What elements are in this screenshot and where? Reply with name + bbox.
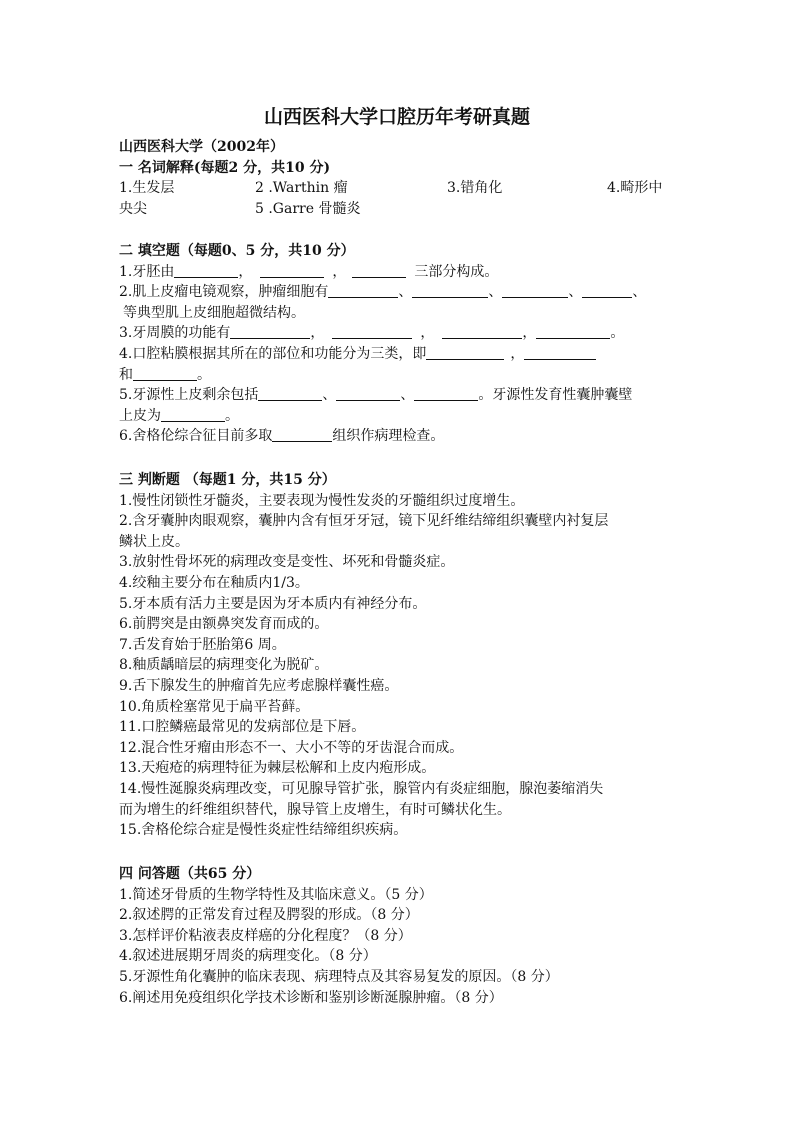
judge-line: 10.角质栓塞常见于扁平苔藓。 xyxy=(119,698,310,715)
question-text: 。牙源性发育性囊肿囊壁 xyxy=(478,387,633,404)
answer-blank xyxy=(328,283,398,298)
vocab-item: 1.生发层 xyxy=(119,180,175,197)
answer-blank xyxy=(336,386,400,401)
separator: 、 xyxy=(398,284,413,301)
separator: 、 xyxy=(400,387,415,404)
section-subtitle: 山西医科大学（2002年） xyxy=(119,139,284,155)
separator: 。 xyxy=(197,366,211,383)
section-heading-2: 二 填空题（每题0、5 分，共10 分） xyxy=(119,243,355,259)
question-text: 1.牙胚由 xyxy=(119,263,175,280)
vocab-item: 4.畸形中 xyxy=(607,180,663,197)
judge-line: 7.舌发育始于胚胎第6 周。 xyxy=(119,636,286,653)
vocab-row-1 xyxy=(119,178,675,199)
question-text: 上皮为 xyxy=(119,407,161,424)
answer-blank xyxy=(230,324,310,339)
judge-line: 14.慢性涎腺炎病理改变，可见腺导管扩张，腺管内有炎症细胞，腺泡萎缩消失 xyxy=(119,780,604,797)
fill-question-3 xyxy=(119,323,675,344)
separator: 。 xyxy=(610,325,625,342)
judge-line: 4.绞釉主要分布在釉质内1/3。 xyxy=(119,574,309,591)
section-true-false xyxy=(119,470,675,841)
fill-question-4 xyxy=(119,344,675,365)
answer-blank xyxy=(258,386,322,401)
vocab-item: 5 .Garre 骨髓炎 xyxy=(255,200,361,217)
separator: 、 xyxy=(632,284,647,301)
separator: 、 xyxy=(488,284,503,301)
judge-line: 13.天疱疮的病理特征为棘层松解和上皮内疱形成。 xyxy=(119,760,436,777)
answer-blank xyxy=(260,263,324,278)
essay-question: 5.牙源性角化囊肿的临床表现、病理特点及其容易复发的原因。（8 分） xyxy=(119,968,559,985)
judge-line: 而为增生的纤维组织替代，腺导管上皮增生，有时可鳞状化生。 xyxy=(119,801,511,818)
answer-blank xyxy=(352,263,406,278)
answer-blank xyxy=(426,345,504,360)
page-title: 山西医科大学口腔历年考研真题 xyxy=(263,106,530,128)
answer-blank xyxy=(524,345,596,360)
section-heading-3: 三 判断题 （每题1 分，共15 分） xyxy=(119,472,336,488)
question-text: ， xyxy=(238,263,253,280)
section-fill-blank xyxy=(119,241,675,447)
separator: ， xyxy=(310,325,325,342)
essay-question: 3.怎样评价粘液表皮样癌的分化程度？（8 分） xyxy=(119,927,412,944)
vocab-item: 2 .Warthin 瘤 xyxy=(255,180,348,197)
question-text: 2.肌上皮瘤电镜观察，肿瘤细胞有 xyxy=(119,284,329,301)
vocab-item: 央尖 xyxy=(119,200,147,217)
question-text: ， xyxy=(332,263,347,280)
judge-line: 鳞状上皮。 xyxy=(119,533,189,550)
separator: 、 xyxy=(322,387,337,404)
answer-blank xyxy=(536,324,610,339)
question-text: 和 xyxy=(119,366,133,383)
answer-blank xyxy=(133,366,197,381)
essay-question: 6.阐述用免疫组织化学技术诊断和鉴别诊断涎腺肿瘤。（8 分） xyxy=(119,989,503,1006)
section-vocabulary xyxy=(119,137,675,219)
essay-question: 2.叙述腭的正常发育过程及腭裂的形成。（8 分） xyxy=(119,907,419,924)
answer-blank xyxy=(174,263,238,278)
judge-line: 2.含牙囊肿肉眼观察，囊肿内含有恒牙牙冠，镜下见纤维结缔组织囊壁内衬复层 xyxy=(119,513,609,530)
vocab-row-2 xyxy=(119,199,675,220)
separator: 、 xyxy=(568,284,583,301)
judge-line: 3.放射性骨坏死的病理改变是变性、坏死和骨髓炎症。 xyxy=(119,554,455,571)
answer-blank xyxy=(161,407,225,422)
answer-blank xyxy=(442,324,522,339)
fill-question-5 xyxy=(119,385,675,406)
judge-line: 12.混合性牙瘤由形态不一、大小不等的牙齿混合而成。 xyxy=(119,739,464,756)
section-heading-4: 四 问答题（共65 分） xyxy=(119,866,261,882)
answer-blank xyxy=(582,283,632,298)
fill-question-4-cont xyxy=(119,365,675,386)
judge-line: 6.前腭突是由额鼻突发育而成的。 xyxy=(119,616,329,633)
separator: ， xyxy=(420,325,435,342)
fill-question-5-cont xyxy=(119,406,675,427)
answer-blank xyxy=(332,324,412,339)
judge-line: 9.舌下腺发生的肿瘤首先应考虑腺样囊性癌。 xyxy=(119,677,399,694)
fill-question-2 xyxy=(119,282,675,303)
essay-question: 1.简述牙骨质的生物学特性及其临床意义。（5 分） xyxy=(119,886,433,903)
answer-blank xyxy=(412,283,488,298)
judge-line: 5.牙本质有活力主要是因为牙本质内有神经分布。 xyxy=(119,595,427,612)
separator: 。 xyxy=(225,407,239,424)
section-heading-1: 一 名词解释(每题2 分，共10 分) xyxy=(119,159,331,176)
section-essay xyxy=(119,864,675,1008)
judge-line: 1.慢性闭锁性牙髓炎，主要表现为慢性发炎的牙髓组织过度增生。 xyxy=(119,492,525,509)
essay-question: 4.叙述进展期牙周炎的病理变化。（8 分） xyxy=(119,948,377,965)
vocab-item: 3.错角化 xyxy=(447,180,503,197)
question-text: 5.牙源性上皮剩余包括 xyxy=(119,387,259,404)
question-text: 三部分构成。 xyxy=(414,263,499,280)
question-text: 4.口腔粘膜根据其所在的部位和功能分为三类，即 xyxy=(119,345,427,362)
question-text: 6.舍格伦综合征目前多取 xyxy=(119,428,273,445)
judge-line: 11.口腔鳞癌最常见的发病部位是下唇。 xyxy=(119,719,366,736)
separator: ， xyxy=(510,345,525,362)
judge-line: 8.釉质龋暗层的病理变化为脱矿。 xyxy=(119,657,329,674)
fill-question-1 xyxy=(119,262,675,283)
answer-blank xyxy=(502,283,568,298)
judge-line: 15.舍格伦综合症是慢性炎症性结缔组织疾病。 xyxy=(119,822,408,839)
answer-blank xyxy=(272,427,332,442)
separator: ， xyxy=(522,325,537,342)
question-text: 3.牙周膜的功能有 xyxy=(119,325,231,342)
fill-question-6 xyxy=(119,426,675,447)
fill-question-2-cont: 等典型肌上皮细胞超微结构。 xyxy=(123,304,305,321)
answer-blank xyxy=(414,386,478,401)
question-text: 组织作病理检查。 xyxy=(332,428,445,445)
